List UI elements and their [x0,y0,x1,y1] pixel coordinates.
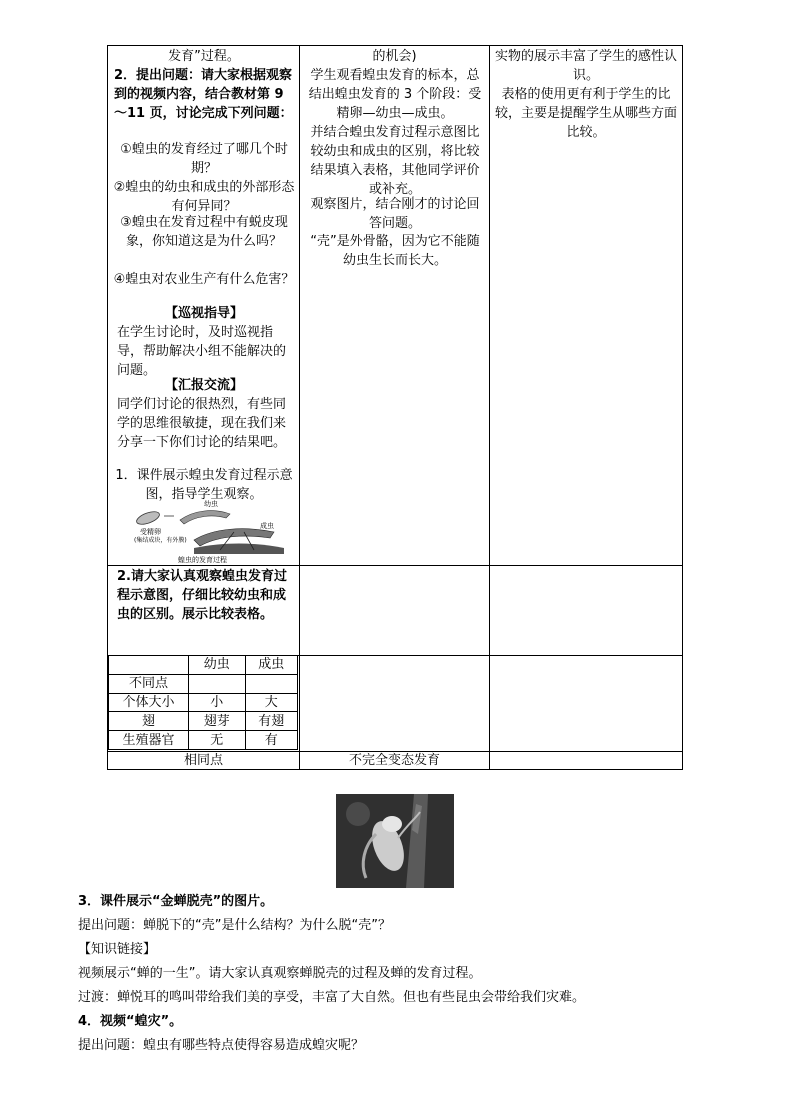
col1-question-1: ①蝗虫的发育经过了哪几个时期？ [120,142,288,176]
comparison-cell: 翅 [109,712,189,731]
col1-step-2 [117,567,293,624]
col-divider-2 [489,45,490,770]
comparison-cell: 不同点 [109,674,189,693]
col2-para-4: “壳”是外骨骼，因为它不能随幼虫生长而长大。 [310,234,480,268]
col1-step-1-text: 1．课件展示蝗虫发育过程示意图，指导学生观察。 [115,468,293,502]
comparison-header-adult: 成虫 [245,656,297,675]
col1-question-2: ②蝗虫的幼虫和成虫的外部形态有何异同？ [113,180,295,214]
comparison-cell: 生殖器官 [109,731,189,750]
comparison-header-empty [109,656,189,675]
fig-caption: 蝗虫的发育过程 [178,556,227,564]
col3-para-1: 实物的展示丰富了学生的感性认识。 [495,49,678,83]
comparison-cell: 个体大小 [109,693,189,712]
col1-report-title: 【汇报交流】 [164,378,243,393]
table-row [109,712,298,731]
step-3-line: 3．课件展示“金蝉脱壳”的图片。 [78,894,274,909]
table-border-top [107,45,683,46]
comparison-table [108,655,298,750]
col1-question-4: ④蝗虫对农业生产有什么危害？ [113,272,295,287]
cicada-photo-illustration [336,794,454,888]
col2-top-fragment: 的机会) [372,49,417,64]
comparison-cell: 有 [245,731,297,750]
col1-question-heading [114,66,296,123]
comparison-cell [245,674,297,693]
knowledge-link-title: 【知识链接】 [78,942,157,957]
col1-tour-title: 【巡视指导】 [164,306,243,321]
col1-report-text: 同学们讨论的很热烈，有些同学的思维很敏捷，现在我们来分享一下你们讨论的结果吧。 [117,397,287,450]
same-value: 不完全变态发育 [348,753,440,768]
col1-question-3: ③蝗虫在发育过程中有蜕皮现象，你知道这是为什么吗？ [120,215,288,249]
col1-top-fragment: 发育”过程。 [168,49,240,64]
comparison-header-larva: 幼虫 [189,656,245,675]
fig-label-egg-note: (集结成块，有外膜) [134,537,187,544]
comparison-cell: 有翅 [245,712,297,731]
comparison-cell: 小 [189,693,245,712]
cicada-question-line: 提出问题：蝉脱下的“壳”是什么结构？为什么脱“壳”？ [78,918,391,933]
transition-line: 过渡：蝉悦耳的鸣叫带给我们美的享受，丰富了大自然。但也有些昆虫会带给我们灾难。 [78,990,586,1005]
col2-para-2: 并结合蝗虫发育过程示意图比较幼虫和成虫的区别，将比较结果填入表格，其他同学评价或补充。 [310,125,480,197]
comparison-cell: 大 [245,693,297,712]
table-row [109,693,298,712]
col-divider-1 [299,45,300,770]
comparison-cell [189,674,245,693]
fig-label-egg: 受精卵 [140,528,161,536]
comparison-cell: 翅芽 [189,712,245,731]
video-cicada-line: 视频展示“蝉的一生”。请大家认真观察蝉脱壳的过程及蝉的发育过程。 [78,966,482,981]
comparison-cell: 无 [189,731,245,750]
table-row [109,674,298,693]
locust-plague-question-line: 提出问题：蝗虫有哪些特点使得容易造成蝗灾呢？ [78,1038,365,1053]
table-row [109,656,298,675]
col1-step-2-text: 2.请大家认真观察蝗虫发育过程示意图，仔细比较幼虫和成虫的区别。展示比较表格。 [117,569,287,622]
fig-label-larva: 幼虫 [204,500,218,508]
locust-development-figure [134,498,294,566]
table-border-right [682,45,683,770]
step-4-line: 4．视频“蝗灾”。 [78,1014,183,1029]
table-row [109,731,298,750]
same-label: 相同点 [183,753,223,768]
col2-para-3: 观察图片，结合刚才的讨论回答问题。 [310,197,480,231]
col1-tour-text: 在学生讨论时，及时巡视指导，帮助解决小组不能解决的问题。 [117,325,287,378]
col2-para-1: 学生观看蝗虫发育的标本，总结出蝗虫发育的 3 个阶段：受精卵—幼虫—成虫。 [308,68,482,121]
fig-label-adult: 成虫 [260,522,274,530]
col1-question-heading-text: 2．提出问题：请大家根据观察到的视频内容，结合教材第 9～11 页，讨论完成下列问题： [114,68,293,121]
cicada-molting-photo [336,794,454,888]
col3-para-2: 表格的使用更有利于学生的比较，主要是提醒学生从哪些方面比较。 [495,87,678,140]
